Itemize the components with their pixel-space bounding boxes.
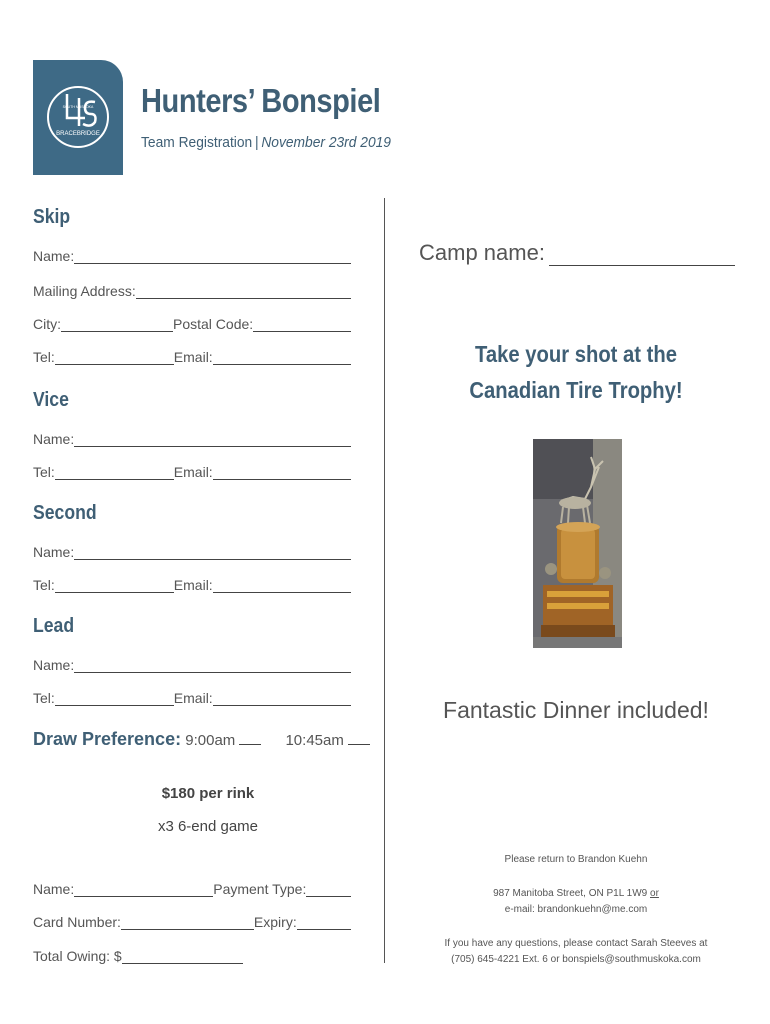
expiry-label: Expiry: (253, 914, 297, 930)
second-tel-line[interactable] (55, 579, 174, 593)
skip-postal-label: Postal Code: (173, 316, 254, 332)
draw-option-1-blank[interactable] (239, 732, 261, 745)
vice-heading: Vice (33, 389, 69, 411)
logo-text-top: SOUTH MUSKOKA (62, 105, 94, 109)
questions-line-1: If you have any questions, please contact Sarah Steeves at (444, 938, 708, 949)
total-owing-line[interactable] (122, 950, 243, 964)
skip-city-line[interactable] (61, 318, 173, 332)
lead-heading: Lead (33, 615, 75, 637)
card-number-line[interactable] (121, 916, 254, 930)
or-text: or (650, 888, 659, 899)
skip-address-line[interactable] (136, 285, 351, 299)
skip-email-label: Email: (173, 349, 213, 365)
skip-tel-label: Tel: (33, 349, 55, 365)
vice-name-label: Name: (33, 431, 75, 447)
expiry-line[interactable] (297, 916, 351, 930)
skip-tel-email-row (33, 345, 351, 365)
subtitle-separator: | (254, 134, 259, 151)
tagline-line-2: Canadian Tire Trophy! (469, 377, 683, 403)
camp-name-field[interactable] (419, 236, 735, 266)
return-address (400, 886, 752, 902)
lead-tel-line[interactable] (55, 692, 174, 706)
skip-city-label: City: (33, 316, 61, 332)
vice-name-field[interactable] (33, 427, 351, 447)
draw-preference (33, 729, 376, 750)
lead-email-line[interactable] (213, 692, 351, 706)
second-email-label: Email: (173, 577, 213, 593)
camp-name-line[interactable] (549, 247, 735, 266)
payment-name-row (33, 877, 351, 897)
payment-type-label: Payment Type: (213, 881, 307, 897)
lead-tel-email-row (33, 686, 351, 706)
second-email-line[interactable] (213, 579, 351, 593)
second-name-label: Name: (33, 544, 75, 560)
skip-name-field[interactable] (33, 244, 351, 264)
price-per-rink: $180 per rink (161, 785, 255, 802)
lead-name-label: Name: (33, 657, 75, 673)
questions-line-2: (705) 645-4221 Ext. 6 or bonspiels@southmuskoka.com (451, 954, 701, 965)
lead-name-field[interactable] (33, 653, 351, 673)
lead-email-label: Email: (173, 690, 213, 706)
vice-tel-line[interactable] (55, 466, 174, 480)
second-tel-email-row (33, 573, 351, 593)
total-owing-row (33, 944, 243, 964)
second-tel-label: Tel: (33, 577, 55, 593)
logo-text-bottom: BRACEBRIDGE (56, 131, 100, 137)
trophy-tagline (421, 336, 731, 408)
return-address-text: 987 Manitoba Street, ON P1L 1W9 (493, 888, 648, 899)
payment-type-line[interactable] (306, 883, 351, 897)
return-to-text: Please return to Brandon Kuehn (504, 854, 648, 865)
vice-tel-label: Tel: (33, 464, 55, 480)
game-format: x3 6-end game (157, 818, 259, 835)
skip-name-label: Name: (33, 248, 75, 264)
skip-address-field[interactable] (33, 279, 351, 299)
return-email: e-mail: brandonkuehn@me.com (504, 904, 648, 915)
total-owing-label: Total Owing: $ (33, 948, 122, 964)
page-title: Hunters’ Bonspiel (141, 82, 381, 119)
tagline-line-1: Take your shot at the (474, 341, 678, 367)
draw-option-2-blank[interactable] (348, 732, 370, 745)
skip-tel-line[interactable] (55, 351, 174, 365)
page-subtitle (141, 134, 391, 151)
event-date: November 23rd 2019 (261, 134, 391, 151)
column-divider (384, 198, 385, 963)
payment-name-line[interactable] (74, 883, 213, 897)
skip-name-line[interactable] (74, 250, 351, 264)
skip-city-postal-row (33, 312, 351, 332)
dinner-note: Fantastic Dinner included! (443, 697, 709, 723)
second-name-line[interactable] (74, 546, 351, 560)
draw-option-2: 10:45am (285, 732, 344, 749)
trophy-photo (533, 439, 622, 648)
vice-name-line[interactable] (74, 433, 351, 447)
lead-name-line[interactable] (74, 659, 351, 673)
second-heading: Second (33, 502, 97, 524)
vice-email-line[interactable] (213, 466, 351, 480)
skip-postal-line[interactable] (253, 318, 351, 332)
club-logo (33, 60, 123, 175)
card-number-label: Card Number: (33, 914, 121, 930)
vice-email-label: Email: (173, 464, 213, 480)
skip-email-line[interactable] (213, 351, 351, 365)
skip-heading: Skip (33, 206, 71, 228)
card-row (33, 910, 351, 930)
draw-option-1: 9:00am (185, 732, 236, 749)
vice-tel-email-row (33, 460, 351, 480)
second-name-field[interactable] (33, 540, 351, 560)
camp-name-label: Camp name: (419, 240, 545, 265)
subtitle-text: Team Registration (141, 134, 253, 151)
draw-preference-label: Draw Preference: (33, 729, 182, 749)
lead-tel-label: Tel: (33, 690, 55, 706)
skip-address-label: Mailing Address: (33, 283, 136, 299)
payment-name-label: Name: (33, 881, 75, 897)
